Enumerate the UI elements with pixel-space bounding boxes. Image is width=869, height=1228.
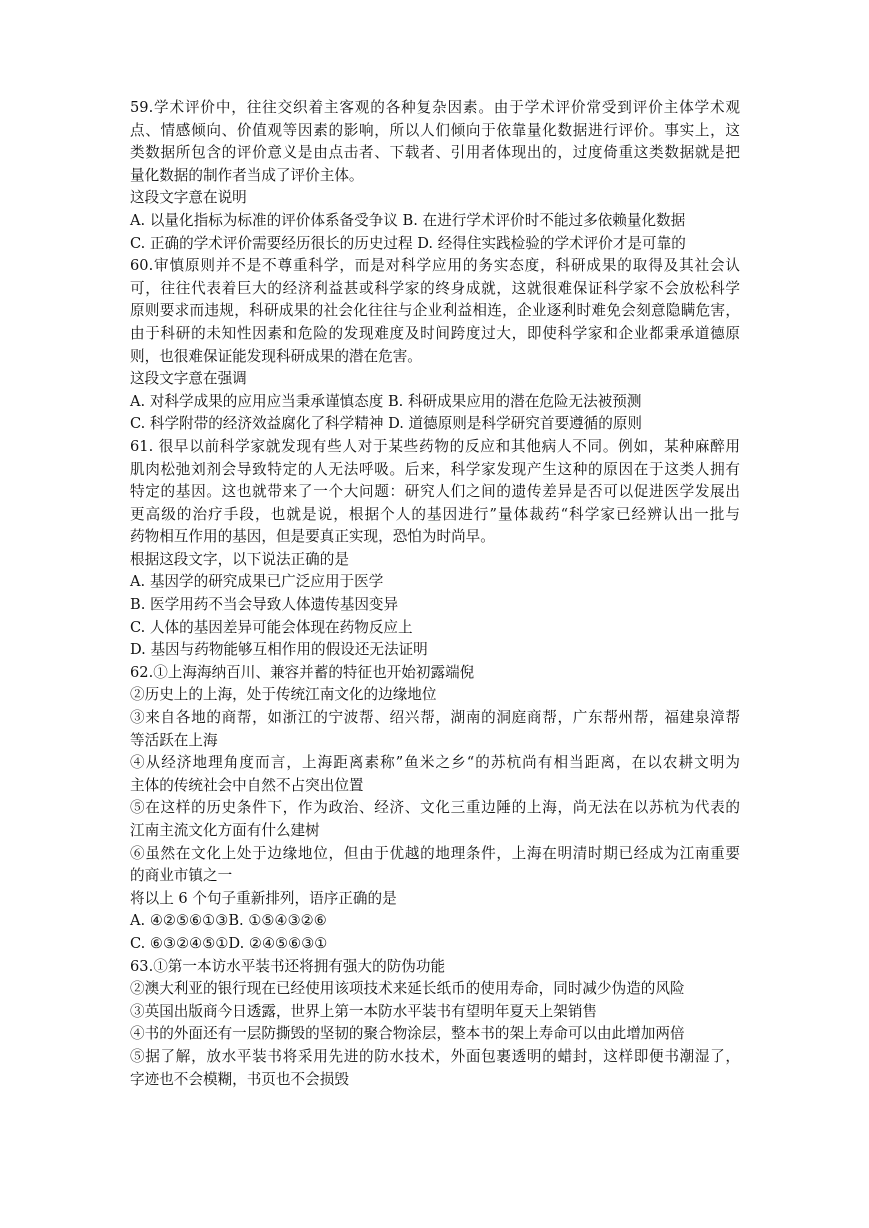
answer-options: A. 以量化指标为标准的评价体系备受争议 B. 在进行学术评价时不能过多依赖量化数据 [130,211,686,229]
sentence-5-cont: 江南主流文化方面有什么建树 [130,822,320,839]
sentence-4: ④从经济地理角度而言，上海距离素称”鱼米之乡“的苏杭尚有相当距离，在以农耕文明为 [130,754,740,772]
answer-options: C. 正确的学术评价需要经历很长的历史过程 D. 经得住实践检验的学术评价才是可靠的 [130,234,686,252]
text-line: 更高级的治疗手段，也就是说，根据个人的基因进行”量体裁药“科学家已经辨认出一批与 [130,505,740,523]
question-60 [130,255,740,436]
sentence-4: ④书的外面还有一层防撕毁的坚韧的聚合物涂层，整本书的架上寿命可以由此增加两倍 [130,1025,685,1043]
question-prompt: 将以上 6 个句子重新排列，语序正确的是 [130,889,397,907]
question-61 [130,436,740,662]
text-line: 则，也很难保证能发现科研成果的潜在危害。 [130,347,422,365]
text-line: 由于科研的未知性因素和危险的发现难度及时间跨度过大，即使科学家和企业都秉承道德原 [130,324,740,342]
answer-options: A. ④②⑤⑥①③B. ①⑤④③②⑥ [130,912,327,930]
text-line: 肌肉松弛刘剂会导致特定的人无法呼吸。后来，科学家发现产生这种的原因在于这类人拥有 [130,460,740,478]
text-line: 61. 很早以前科学家就发现有些人对于某些药物的反应和其他病人不同。例如，某种麻醉用 [130,437,740,455]
question-63 [130,956,740,1092]
text-line: 原则要求而违规，科研成果的社会化往往与企业利益相连，企业逐利时难免会刻意隐瞒危害， [130,302,740,320]
answer-options: A. 对科学成果的应用应当秉承谨慎态度 B. 科研成果应用的潜在危险无法被预测 [130,392,642,410]
sentence-1: 63.①第一本访水平装书还将拥有强大的防伪功能 [130,957,446,975]
text-line: 60.审慎原则并不是不尊重科学，而是对科学应用的务实态度，科研成果的取得及其社会认 [130,257,740,275]
sentence-2: ②澳大利亚的银行现在已经使用该项技术来延长纸币的使用寿命，同时减少伪造的风险 [130,980,685,998]
text-line: 药物相互作用的基因，但是要真正实现，恐怕为时尚早。 [130,528,495,546]
question-62 [130,662,740,956]
text-line: 可，往往代表着巨大的经济利益甚或科学家的终身成就，这就很难保证科学家不会放松科学 [130,279,740,297]
sentence-1: 62.①上海海纳百川、兼容并蓄的特征也开始初露端倪 [130,663,475,681]
answer-option-a: A. 基因学的研究成果已广泛应用于医学 [130,573,384,591]
text-line: 点、情感倾向、价值观等因素的影响，所以人们倾向于依靠量化数据进行评价。事实上，这 [130,121,740,139]
text-line: 特定的基因。这也就带来了一个大问题：研究人们之间的遗传差异是否可以促进医学发展出 [130,483,740,501]
sentence-3-cont: 等活跃在上海 [130,731,218,749]
question-59 [130,97,740,255]
text-line: 59.学术评价中，往往交织着主客观的各种复杂因素。由于学术评价常受到评价主体学术观 [130,99,740,116]
answer-option-b: B. 医学用药不当会导致人体遗传基因变异 [130,596,399,614]
question-prompt: 这段文字意在强调 [130,370,247,388]
answer-options: C. ⑥③②④⑤①D. ②④⑤⑥③① [130,934,328,952]
sentence-2: ②历史上的上海，处于传统江南文化的边缘地位 [130,686,437,704]
text-line: 类数据所包含的评价意义是由点击者、下载者、引用者体现出的，过度倚重这类数据就是把 [130,144,740,162]
sentence-3: ③英国出版商今日透露，世界上第一本防水平装书有望明年夏天上架销售 [130,1002,598,1020]
question-prompt: 这段文字意在说明 [130,189,247,207]
sentence-5: ⑤在这样的历史条件下，作为政治、经济、文化三重边陲的上海，尚无法在以苏杭为代表的 [130,799,740,817]
sentence-4-cont: 主体的传统社会中自然不占突出位置 [130,776,364,794]
sentence-3: ③来自各地的商帮，如浙江的宁波帮、绍兴帮，湖南的洞庭商帮，广东帮州帮，福建泉漳帮 [130,709,740,727]
sentence-5: ⑤据了解，放水平装书将采用先进的防水技术，外面包裹透明的蜡封，这样即便书潮湿了， [130,1047,740,1065]
answer-option-d: D. 基因与药物能够互相作用的假设还无法证明 [130,641,428,659]
text-line: 量化数据的制作者当成了评价主体。 [130,166,364,184]
answer-options: C. 科学附带的经济效益腐化了科学精神 D. 道德原则是科学研究首要遵循的原则 [130,415,643,433]
question-prompt: 根据这段文字，以下说法正确的是 [130,550,349,568]
sentence-6-cont: 的商业市镇之一 [130,867,233,885]
sentence-6: ⑥虽然在文化上处于边缘地位，但由于优越的地理条件，上海在明清时期已经成为江南重要 [130,844,740,862]
document-body [130,97,740,1091]
sentence-5-cont: 字迹也不会模糊，书页也不会损毁 [130,1070,349,1088]
answer-option-c: C. 人体的基因差异可能会体现在药物反应上 [130,618,413,636]
